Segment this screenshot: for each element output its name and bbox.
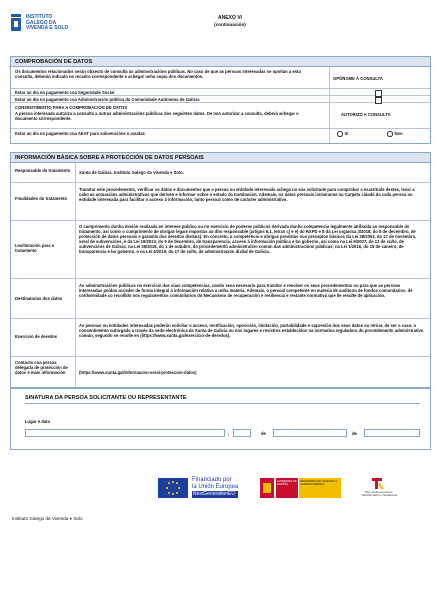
eu-line-2: la Unión Europea [192,484,239,490]
place-input[interactable] [25,429,225,437]
comma-separator: , [228,431,230,436]
privacy-row [11,163,430,183]
year-input[interactable] [364,429,420,437]
day-input[interactable] [233,429,251,437]
igvs-logo [10,12,90,36]
authorize-no-radio[interactable] [387,131,393,137]
privacy-row [11,183,430,221]
privacy-row-text: O cumprimento dunha misión realizada en interese público ou no exercicio de poderes públicos derivada dunha competencia legalmente atribuída ao responsable do tratamento, así como o cumprimento de obrigas legais impostas ao dito responsable (artigos 6.1, letras c) e e) do RXPD e 8 da Lei orgánica 3/2018, do 5 de decembro, de protección de datos persoais e garantía dos dereitos dixitais). En concreto, a competencia e obrigas previstas nos preceptos básicos da Lei 38/2003, do 17 de novembro, xeral de subvencións, e da Lei 19/2013, do 9 de decembro, de transparencia, acceso á información pública e bo goberno, así como na Lei 9/2007, do 13 de xuño, de subvencións de Galicia; na Lei 39/2015, do 1 de outubro, do procedemento administrativo común das administracións públicas; na Lei 1/2016, do 18 de xaneiro, de transparencia e bo goberno, e na Lei 4/2019, do 17 de xullo, de administración dixital de Galicia. [79,224,417,254]
item-galicia-administration: Estar ao día no pagamento coa Administración pública da Comunidade Autónoma de Galicia [15,97,200,102]
de-label-1: de [261,431,266,436]
verification-section [10,56,431,144]
privacy-row-text: (https://www.xunta.gal/informacion-xeral-proteccion-datos) [79,370,197,375]
yes-label: Si [344,131,349,136]
privacy-row-text: Xunta de Galicia. Instituto Galego da Vivenda e Solo. [79,170,184,175]
authorize-label: AUTORIZO A CONSULTA [341,112,391,117]
privacy-row-label: Destinatarias dos datos [15,296,63,301]
logo-line-2: GALEGO DA [26,19,57,26]
month-input[interactable] [273,429,347,437]
item-social-security: Estar ao día no pagamento coa Seguridade Social [15,90,115,95]
privacy-row-text: As administracións públicas no exercicio das súas competencias, cando sexa necesario para tramitar e resolver os seus procedementos ou para que as persoas interesadas poidan acceder de forma integral á información relativa a unha materia. Ademais, o persoal competente en materia de auditoría de fondos comunitarios, de conformidade co recollido nos regulamentos comunitarios do Mecanismo de recuperación e resiliencia e restante normativa que lle resulte de aplicación. [79,283,413,298]
eu-funding-logo [158,476,248,502]
privacy-row-label: Responsable do tratamento [15,168,71,173]
logo-line-3: VIVENDA E SOLO [26,25,69,31]
tr-line-2: Transformación y Resiliencia [361,493,397,498]
galicia-emblem-icon [10,14,22,32]
privacy-section [10,152,431,388]
verification-intro: Os documentos relacionados serán obxecto de consulta ás administracións públicas. No caso de que as persoas interesadas se opoñan a esta consulta, deberán indicalo no recadro correspondente e achegar unha copia dos documentos. [15,69,301,79]
consent-text: A persoa interesada autoriza a consulta a outras administracións públicas dos seguintes datos. De non autorizar a consulta, deberá achegar o documento correspondente. [15,111,299,121]
recovery-plan-logo [354,476,404,502]
authorize-yes-radio[interactable] [337,131,343,137]
annex-title: ANEXO VI [218,15,242,21]
item-aeat: Estar ao día no pagamento coa AEAT para subvencións e axudas [15,131,145,136]
recovery-plan-icon [370,476,386,490]
no-label: Non [394,131,403,136]
footer-text: Instituto Galego da Vivenda e Solo [12,516,83,521]
verification-title: COMPROBACIÓN DE DATOS [11,57,430,67]
privacy-row-label: Finalidades do tratamento [15,196,68,201]
place-date-label: Lugar e data [25,419,50,424]
signature-section [10,388,431,450]
spain-coat-of-arms-icon [260,478,274,498]
logo-line-1: INSTITUTO [26,14,53,20]
privacy-row [11,279,430,319]
privacy-row [11,221,430,279]
tr-line-1: Plan de Recuperación, [364,490,394,494]
eu-flag-icon [158,478,188,498]
privacy-row-label: Exercicio de dereitos [15,334,58,339]
privacy-row-label: Contacto coa persoa delegada de protección de datos e máis información [15,360,68,375]
privacy-row-text: Tramitar este procedemento, verificar os datos e documentos que a persoa ou entidade interesada achega na súa solicitude para comprobar a exactitude destes, levar a cabo as actuacións administrativas que deriven e informar sobre o estado da tramitación. Ademais, os datos persoais incluiranse na Carpeta cidadá da cada persoa ou entidade interesada para facilitar o acceso á información, tanto persoal como de carácter administrativo. [79,187,415,202]
spain-government-logo [260,478,344,500]
privacy-row [11,357,430,387]
privacy-title: INFORMACIÓN BÁSICA SOBRE A PROTECCIÓN DE DATOS PERSOAIS [11,153,430,163]
signature-title: SINATURA DA PERSOA SOLICITANTE OU REPRESENTANTE [25,395,187,401]
de-label-2: de [352,431,357,436]
consent-title: CONSENTIMENTO PARA A COMPROBACIÓN DE DATOS [15,105,128,110]
gob-line-1: GOBIERNO DE ESPAÑA [276,478,298,498]
eu-line-3: NextGenerationEU [192,491,238,498]
oppose-label: OPÓÑOME Á CONSULTA [333,76,383,81]
privacy-row-text: As persoas ou entidades interesadas poderán solicitar o acceso, rectificación, oposición, limitación, portabilidade e supresión dos seus datos ou retirar, de ser o caso, o consentimento outorgado a través da sede electrónica da Xunta de Galicia ou nos lugares e rexistros establecidos na normativa reguladora do procedemento administrativo común, segundo se recolle en (https://www.xunta.gal/exercicio-de-dereitos). [79,323,424,338]
annex-subtitle: (continuación) [214,22,246,27]
privacy-row-label: Lexitimación para o tratamento [15,243,55,253]
eu-line-1: Financiado por [192,477,232,483]
gob-line-2: MINISTERIO DE VIVIENDA Y AGENDA URBANA [299,478,341,498]
privacy-row [11,319,430,357]
